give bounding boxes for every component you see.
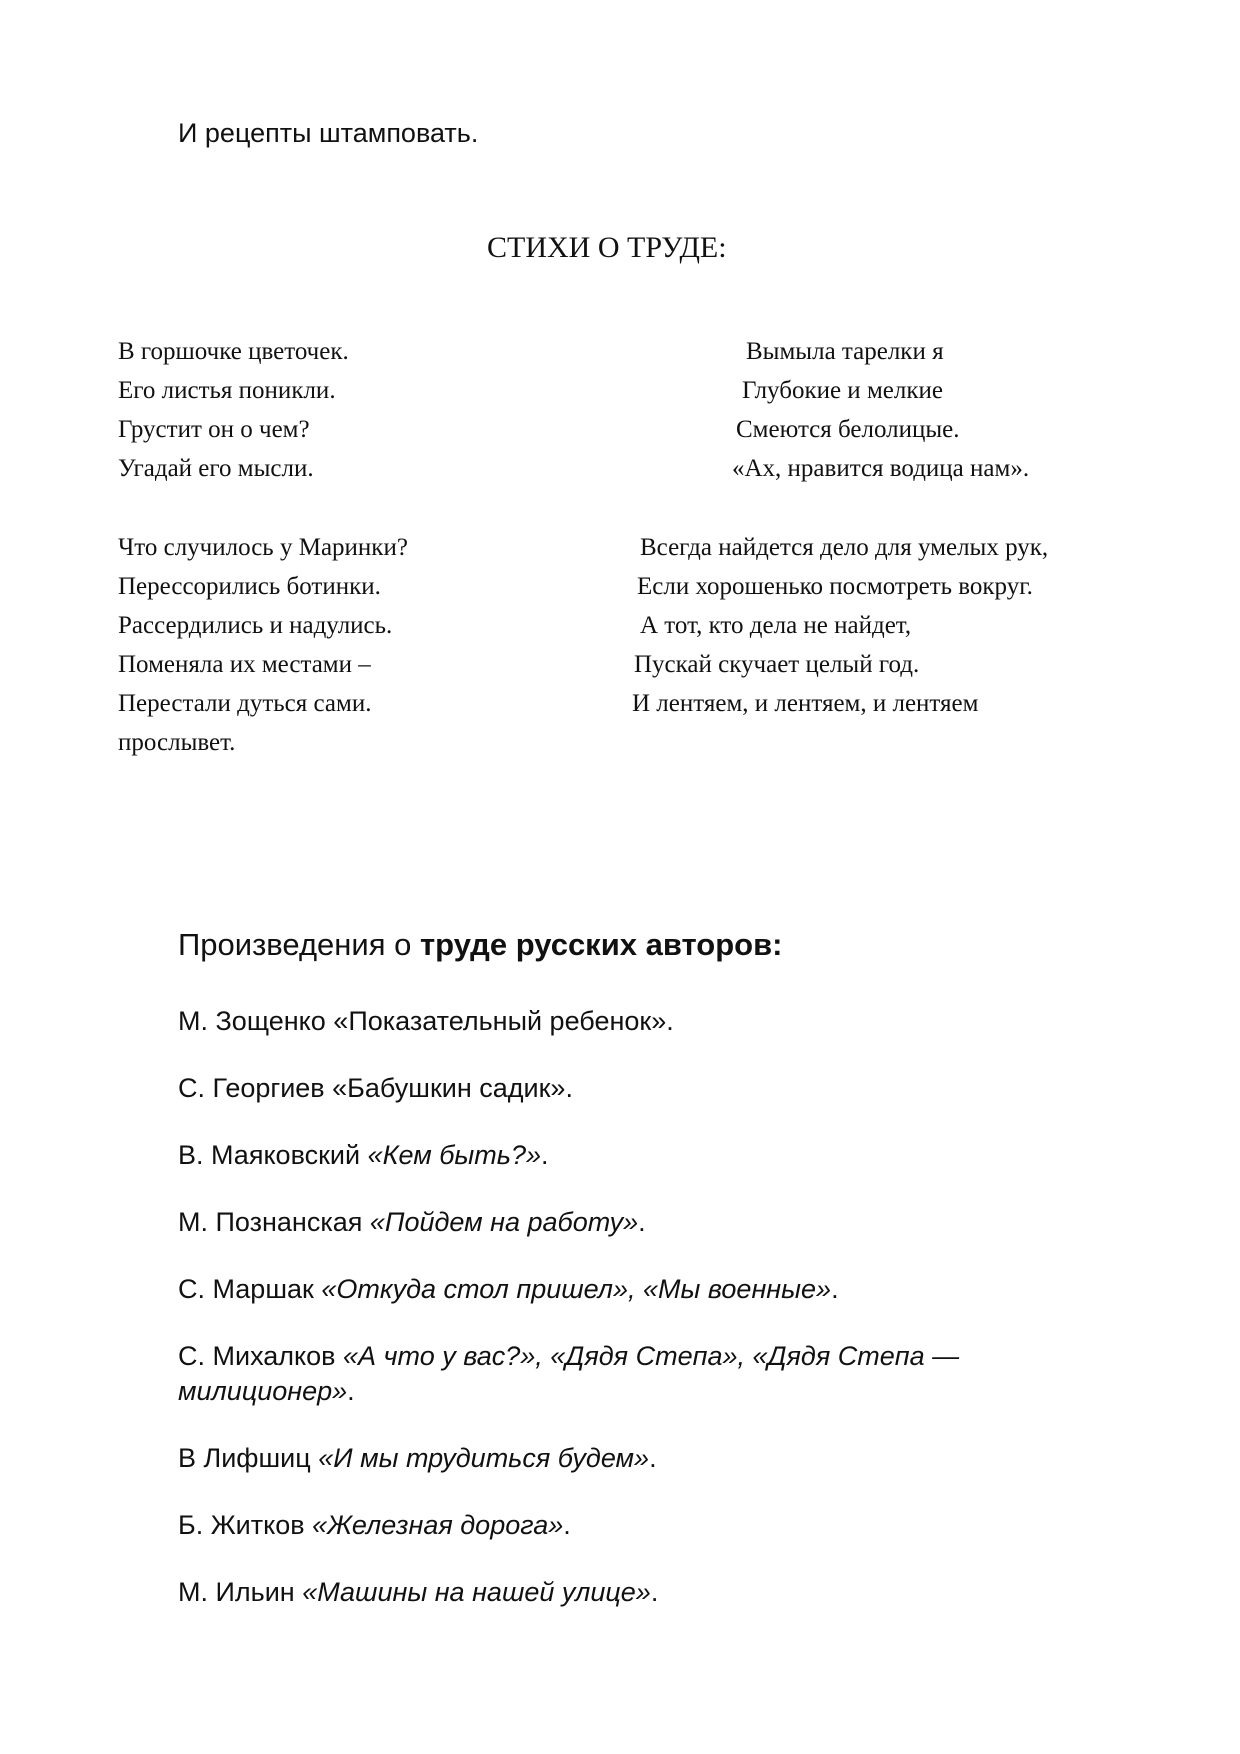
work-item bbox=[178, 1205, 1058, 1240]
work-author: М. Познанская bbox=[178, 1207, 370, 1237]
work-author: С. Георгиев bbox=[178, 1073, 333, 1103]
poem-block1-left bbox=[118, 332, 349, 488]
poem-line: Смеются белолицые. bbox=[736, 416, 960, 443]
works-list bbox=[178, 1004, 1058, 1642]
work-titles: «А что у вас?», «Дядя Степа», «Дядя Степа — милиционер» bbox=[178, 1341, 960, 1406]
works-title bbox=[178, 927, 782, 963]
works-title-bold: труде русских авторов: bbox=[420, 927, 783, 962]
poem-line: Перестали дуться сами. bbox=[118, 690, 372, 717]
work-end: . bbox=[650, 1577, 659, 1607]
work-titles: «Машины на нашей улице» bbox=[302, 1577, 651, 1607]
work-author: С. Маршак bbox=[178, 1274, 322, 1304]
poem-block2-left bbox=[118, 528, 408, 762]
poem-line: Вымыла тарелки я bbox=[746, 338, 944, 365]
work-titles: «Кем быть?» bbox=[367, 1140, 542, 1170]
work-author: Б. Житков bbox=[178, 1510, 313, 1540]
work-author: С. Михалков bbox=[178, 1341, 344, 1371]
poem-line: Грустит он о чем? bbox=[118, 416, 310, 443]
work-item bbox=[178, 1508, 1058, 1543]
work-end: . bbox=[831, 1274, 839, 1304]
work-titles: «Железная дорога» bbox=[312, 1510, 564, 1540]
work-author: М. Зощенко bbox=[178, 1006, 334, 1036]
poem-line: А тот, кто дела не найдет, bbox=[640, 612, 912, 639]
work-end: . bbox=[347, 1376, 355, 1406]
work-end: . bbox=[649, 1443, 657, 1473]
poem-line: Что случилось у Маринки? bbox=[118, 534, 408, 561]
work-end: . bbox=[565, 1073, 573, 1103]
work-end: . bbox=[638, 1207, 646, 1237]
work-end: . bbox=[666, 1006, 674, 1036]
work-author: В. Маяковский bbox=[178, 1140, 368, 1170]
work-end: . bbox=[541, 1140, 549, 1170]
poem-line: Всегда найдется дело для умелых рук, bbox=[640, 534, 1049, 561]
work-item bbox=[178, 1272, 1058, 1307]
work-author: М. Ильин bbox=[178, 1577, 303, 1607]
work-item bbox=[178, 1441, 1058, 1476]
poem-line: Если хорошенько посмотреть вокруг. bbox=[637, 573, 1033, 600]
poem-block1-right bbox=[728, 332, 1029, 488]
work-titles: «Пойдем на работу» bbox=[369, 1207, 639, 1237]
poem-line: Поменяла их местами – bbox=[118, 651, 371, 678]
work-item bbox=[178, 1071, 1058, 1106]
poem-line: Пускай скучает целый год. bbox=[634, 651, 920, 678]
poem-block2-right bbox=[632, 528, 1048, 723]
intro-line: И рецепты штамповать. bbox=[178, 118, 479, 148]
work-titles: «Бабушкин садик» bbox=[332, 1073, 566, 1103]
work-author: В Лифшиц bbox=[178, 1443, 319, 1473]
poem-line: Глубокие и мелкие bbox=[742, 377, 943, 404]
poem-line: Рассердились и надулись. bbox=[118, 612, 393, 639]
work-item bbox=[178, 1004, 1058, 1039]
work-titles: «И мы трудиться будем» bbox=[318, 1443, 650, 1473]
poems-title: СТИХИ О ТРУДЕ: bbox=[487, 231, 727, 264]
work-end: . bbox=[563, 1510, 571, 1540]
work-item bbox=[178, 1575, 1058, 1610]
poem-line: И лентяем, и лентяем, и лентяем bbox=[632, 690, 979, 717]
works-title-plain: Произведения о bbox=[178, 927, 420, 962]
poem-line: В горшочке цветочек. bbox=[118, 338, 349, 365]
poem-line: Его листья поникли. bbox=[118, 377, 336, 404]
work-item bbox=[178, 1339, 1058, 1409]
poem-line: «Ах, нравится водица нам». bbox=[732, 455, 1030, 482]
work-titles: «Показательный ребенок» bbox=[333, 1006, 667, 1036]
work-titles: «Откуда стол пришел», «Мы военные» bbox=[321, 1274, 832, 1304]
work-item bbox=[178, 1138, 1058, 1173]
poem-line: Угадай его мысли. bbox=[118, 455, 314, 482]
poem-line: прослывет. bbox=[118, 729, 236, 756]
poem-line: Перессорились ботинки. bbox=[118, 573, 381, 600]
